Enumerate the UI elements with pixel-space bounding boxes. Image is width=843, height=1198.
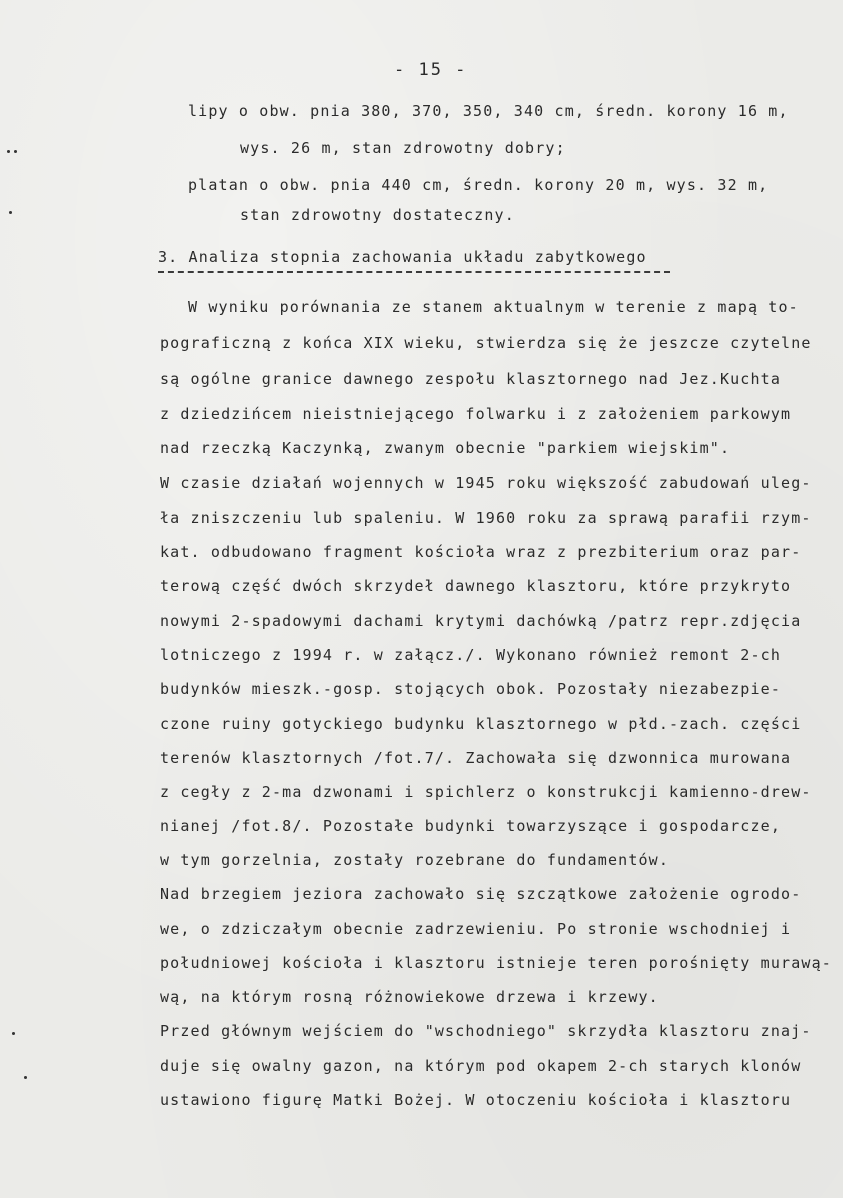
text-line: są ogólne granice dawnego zespołu klasztornego nad Jez.Kuchta <box>160 370 782 388</box>
text-line: w tym gorzelnia, zostały rozebrane do fundamentów. <box>160 851 670 869</box>
text-line: z cegły z 2-ma dzwonami i spichlerz o konstrukcji kamienno-drew- <box>160 783 812 801</box>
text-line: czone ruiny gotyckiego budynku klasztornego w płd.-zach. części <box>160 715 802 733</box>
text-line: budynków mieszk.-gosp. stojących obok. Pozostały niezabezpie- <box>160 680 782 698</box>
text-line: nad rzeczką Kaczynką, zwanym obecnie "parkiem wiejskim". <box>160 439 731 457</box>
text-line: platan o obw. pnia 440 cm, średn. korony 20 m, wys. 32 m, <box>188 176 769 194</box>
text-line: stan zdrowotny dostateczny. <box>240 206 515 224</box>
text-line: terową część dwóch skrzydeł dawnego klasztoru, które przykryto <box>160 577 792 595</box>
text-line: W czasie działań wojennych w 1945 roku większość zabudowań uleg- <box>160 474 812 492</box>
margin-dot <box>9 211 12 214</box>
text-line: Nad brzegiem jeziora zachowało się szczątkowe założenie ogrodo- <box>160 885 802 903</box>
text-line: lotniczego z 1994 r. w załącz./. Wykonano również remont 2-ch <box>160 646 782 664</box>
margin-dot <box>12 1032 15 1035</box>
text-line: nowymi 2-spadowymi dachami krytymi dachówką /patrz repr.zdjęcia <box>160 612 802 630</box>
section-heading: 3. Analiza stopnia zachowania układu zabytkowego <box>158 248 647 266</box>
text-line: we, o zdziczałym obecnie zadrzewieniu. Po stronie wschodniej i <box>160 920 792 938</box>
text-line: południowej kościoła i klasztoru istnieje teren porośnięty murawą- <box>160 954 832 972</box>
text-line: pograficzną z końca XIX wieku, stwierdza się że jeszcze czytelne <box>160 334 812 352</box>
text-line: duje się owalny gazon, na którym pod okapem 2-ch starych klonów <box>160 1057 802 1075</box>
heading-underline <box>158 271 670 273</box>
text-line: ustawiono figurę Matki Bożej. W otoczeniu kościoła i klasztoru <box>160 1091 792 1109</box>
text-line: wys. 26 m, stan zdrowotny dobry; <box>240 139 566 157</box>
text-line: terenów klasztornych /fot.7/. Zachowała się dzwonnica murowana <box>160 749 792 767</box>
text-line: kat. odbudowano fragment kościoła wraz z prezbiterium oraz par- <box>160 543 802 561</box>
page-number: - 15 - <box>394 60 468 80</box>
text-line: Przed głównym wejściem do "wschodniego" skrzydła klasztoru znaj- <box>160 1022 812 1040</box>
text-line: lipy o obw. pnia 380, 370, 350, 340 cm, średn. korony 16 m, <box>188 102 789 120</box>
margin-dot <box>24 1076 27 1079</box>
margin-dot <box>7 150 10 153</box>
text-line: W wyniku porównania ze stanem aktualnym w terenie z mapą to- <box>188 298 799 316</box>
margin-dot <box>14 150 17 153</box>
text-line: z dziedzińcem nieistniejącego folwarku i z założeniem parkowym <box>160 405 792 423</box>
text-line: ła zniszczeniu lub spaleniu. W 1960 roku za sprawą parafii rzym- <box>160 509 812 527</box>
text-line: wą, na którym rosną różnowiekowe drzewa i krzewy. <box>160 988 659 1006</box>
text-line: nianej /fot.8/. Pozostałe budynki towarzyszące i gospodarcze, <box>160 817 782 835</box>
